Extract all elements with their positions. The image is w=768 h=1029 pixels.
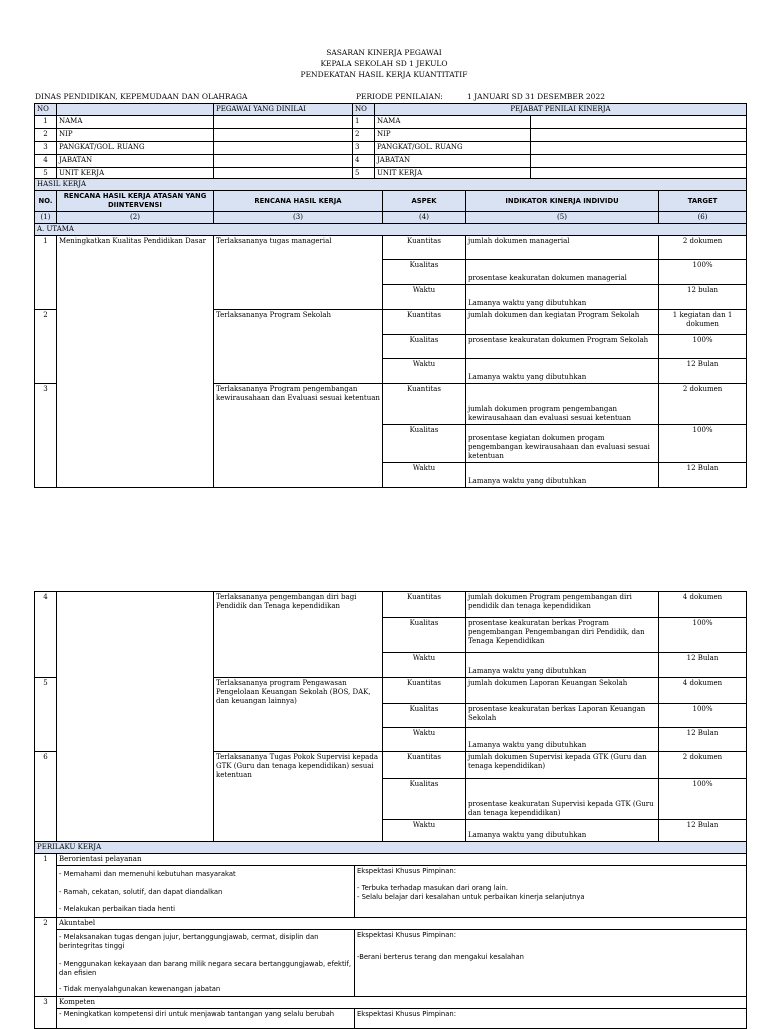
atasan-goal-cell: Meningkatkan Kualitas Pendidikan Dasar [57,236,214,488]
doc-title-line-2: KEPALA SEKOLAH SD 1 JEKULO [320,59,448,68]
doc-title-line-1: SASARAN KINERJA PEGAWAI [326,48,442,57]
expectation-label: Ekspektasi Khusus Pimpinan: [357,931,456,939]
table-row: Kualitas prosentase kegiatan dokumen progam pengembangan kewirausahaan dan evaluasi sesuai ketentuan 100% [35,425,747,463]
table-row: Waktu Lamanya waktu yang dibutuhkan 12 Bulan [35,653,747,678]
doc-title-line-3: PENDEKATAN HASIL KERJA KUANTITATIF [300,70,468,79]
table-row: Waktu Lamanya waktu yang dibutuhkan 12 Bulan [35,463,747,488]
table-row: Waktu Lamanya waktu yang dibutuhkan 12 Bulan [35,820,747,842]
behaviour-title: Berorientasi pelayanan [57,854,747,866]
period-label: PERIODE PENILAIAN: [356,92,443,101]
list-item: 3 Kompeten [35,997,747,1009]
behaviour-title: Kompeten [57,997,747,1009]
column-number-row: (1) (2) (3) (4) (5) (6) [35,212,747,224]
hasil-kerja-header-row: NO. RENCANA HASIL KERJA ATASAN YANG DIINTERVENSI RENCANA HASIL KERJA ASPEK INDIKATOR KINERJA INDIVIDU TARGET [35,191,747,212]
assessed-employee-header: PEGAWAI YANG DINILAI [214,104,353,116]
expectation-label: Ekspektasi Khusus Pimpinan: [355,1009,747,1029]
identity-row: 5 UNIT KERJA 5 UNIT KERJA [35,168,747,180]
identity-no-header: NO [35,104,57,116]
behaviour-title: Akuntabel [57,918,747,930]
identity-row: 2 NIP 2 NIP [35,129,747,142]
table-row: Waktu Lamanya waktu yang dibutuhkan 12 Bulan [35,728,747,752]
table-row: Waktu Lamanya waktu yang dibutuhkan 12 bulan [35,285,747,310]
period-value: 1 JANUARI SD 31 DESEMBER 2022 [467,92,605,101]
identity-no-header-right: NO [353,104,375,116]
table-row: 1 Meningkatkan Kualitas Pendidikan Dasar Terlaksananya tugas managerial Kuantitas jumlah dokumen managerial 2 dokumen [35,236,747,260]
identity-row: 3 PANGKAT/GOL. RUANG 3 PANGKAT/GOL. RUANG [35,142,747,155]
hasil-kerja-table [34,178,747,488]
perilaku-kerja-table: PERILAKU KERJA 1 Berorientasi pelayanan - Memahami dan memenuhi kebutuhan masyarakat Ekspektasi Khusus Pimpinan: - Terbuka terhadap masukan dari orang lain. - Selalu belajar dari kesalahan untuk perbaikan kinerja selanjutnya - Ramah, cekatan, solutif, dan dapat diandalkan - Melakukan perbaikan tiada henti 2 Akuntabel - Melaksanakan tugas dengan jujur, bertanggungjawab, cermat, disiplin dan berintegritas tinggi Ekspektasi Khusus Pimpinan: -Berani berterus terang dan mengakui kesalahan - Menggunakan kekayaan dan barang milik negara secara bertanggungjawab, efektif, dan efisien - Tidak menyalahgunakan kewenangan jabatan 3 Kompeten - Meningkatkan kompetensi diri untuk menjawab tantangan yang selalu berubah Ekspektasi Khusus Pimpinan: [34,841,747,1029]
table-row: 6 Terlaksananya Tugas Pokok Supervisi kepada GTK (Guru dan tenaga kependidikan) sesuai ketentuan Kuantitas jumlah dokumen Supervisi kepada GTK (Guru dan tenaga kependidikan) 2 dokumen [35,752,747,779]
expectation-label: Ekspektasi Khusus Pimpinan: [357,867,456,875]
table-row: Kualitas prosentase keakuratan berkas Laporan Keuangan Sekolah 100% [35,704,747,728]
table-row: Kualitas prosentase keakuratan berkas Program pengembangan Pengembangan diri Pendidik, dan Tenaga Kependidikan 100% [35,618,747,653]
hasil-kerja-section-label: HASIL KERJA [35,179,747,191]
atasan-goal-cell-continued [57,592,214,842]
table-row: Waktu Lamanya waktu yang dibutuhkan 12 Bulan [35,359,747,384]
list-item: 1 Berorientasi pelayanan [35,854,747,866]
table-row: 4 Terlaksananya pengembangan diri bagi Pendidik dan Tenaga kependidikan Kuantitas jumlah dokumen Program pengembangan diri pendidik dan tenaga kependidikan 4 dokumen [35,592,747,618]
table-row: Kualitas prosentase keakuratan dokumen managerial 100% [35,260,747,285]
table-row: 2 Terlaksananya Program Sekolah Kuantitas jumlah dokumen dan kegiatan Program Sekolah 1 kegiatan dan 1 dokumen [35,310,747,335]
list-item: 2 Akuntabel [35,918,747,930]
identity-row: 1 NAMA 1 NAMA [35,116,747,129]
identity-table [34,103,747,180]
hasil-kerja-continuation-table [34,591,747,842]
table-row: Kualitas prosentase keakuratan Supervisi kepada GTK (Guru dan tenaga kependidikan) 100% [35,779,747,820]
table-row: Kualitas prosentase keakuratan dokumen Program Sekolah 100% [35,335,747,359]
table-row: 5 Terlaksananya program Pengawasan Pengelolaan Keuangan Sekolah (BOS, DAK, dan keuangan lainnya) Kuantitas jumlah dokumen Laporan Keuangan Sekolah 4 dokumen [35,678,747,704]
perilaku-section-label: PERILAKU KERJA [35,842,747,854]
utama-section-label: A. UTAMA [35,224,747,236]
agency-name: DINAS PENDIDIKAN, KEPEMUDAAN DAN OLAHRAGA [35,92,248,101]
table-row: 3 Terlaksananya Program pengembangan kewirausahaan dan Evaluasi sesuai ketentuan Kuantitas jumlah dokumen program pengembangan kewirausahaan dan evaluasi sesuai ketentuan 2 dokumen [35,384,747,425]
assessor-header: PEJABAT PENILAI KINERJA [375,104,747,116]
identity-row: 4 JABATAN 4 JABATAN [35,155,747,168]
